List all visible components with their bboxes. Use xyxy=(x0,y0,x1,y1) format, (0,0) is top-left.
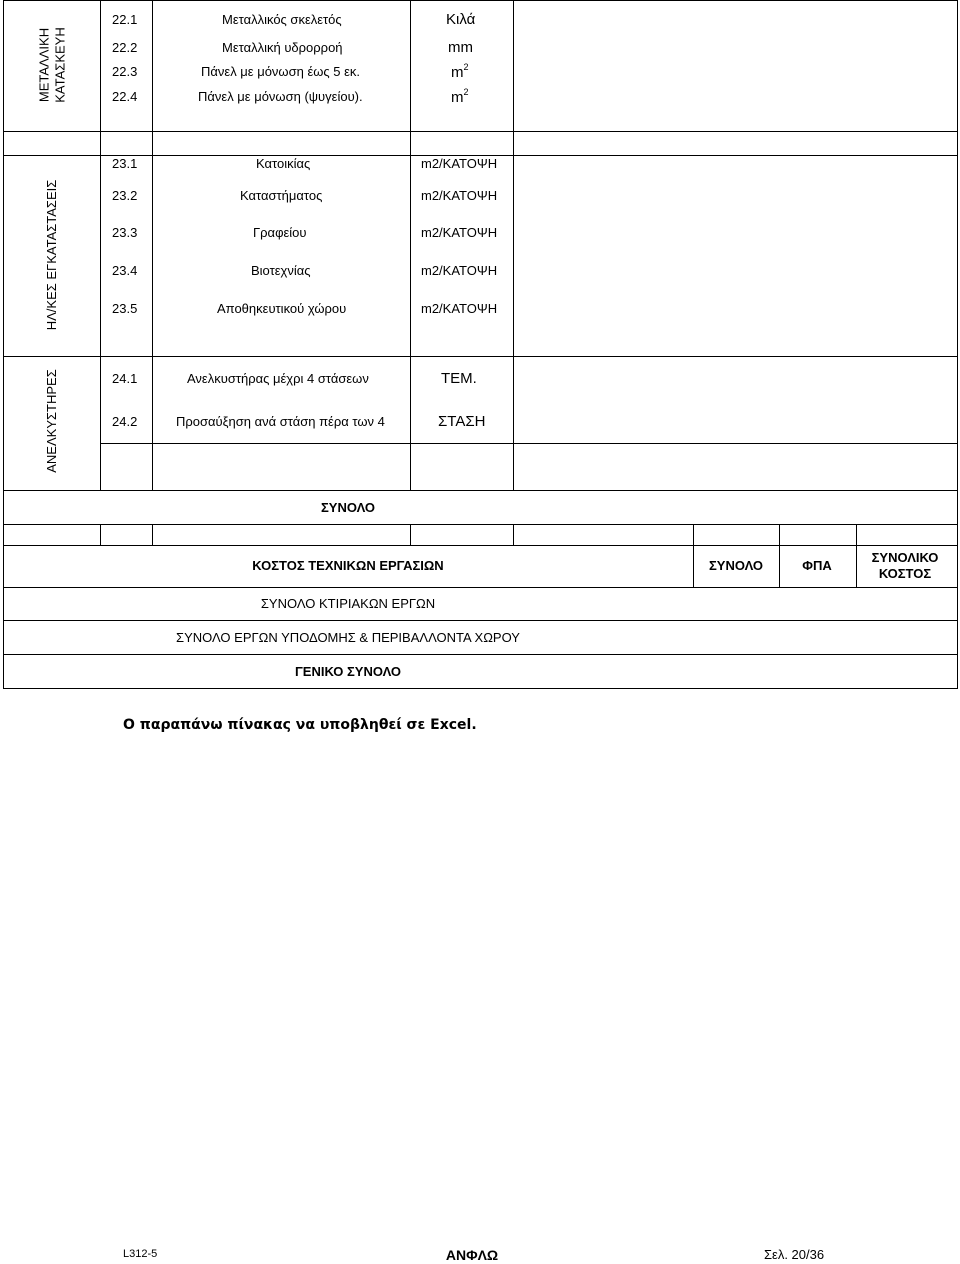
item-unit: m2/ΚΑΤΟΨΗ xyxy=(421,225,498,240)
item-code: 22.2 xyxy=(112,40,138,55)
item-unit: ΣΤΑΣΗ xyxy=(438,413,486,430)
total-label: ΣΥΝΟΛΟ xyxy=(320,500,376,515)
item-description: Κατοικίας xyxy=(256,156,311,171)
item-description: Ανελκυστήρας μέχρι 4 στάσεων xyxy=(187,371,369,386)
item-code: 22.3 xyxy=(112,64,138,79)
row-general-total: ΓΕΝΙΚΟ ΣΥΝΟΛΟ xyxy=(294,664,402,679)
row-buildings-total: ΣΥΝΟΛΟ ΚΤΙΡΙΑΚΩΝ ΕΡΓΩΝ xyxy=(260,596,436,611)
item-description: Μεταλλικός σκελετός xyxy=(222,12,342,27)
item-unit: $m^2$ xyxy=(451,62,469,81)
item-unit: ΤΕΜ. xyxy=(441,370,477,387)
section-label-electrical: ΗΛ/ΚΕΣ ΕΓΚΑΤΑΣΤΑΣΕΙΣ xyxy=(44,179,60,331)
item-unit: m2/ΚΑΤΟΨΗ xyxy=(421,156,498,171)
item-unit: m2/ΚΑΤΟΨΗ xyxy=(421,263,498,278)
page-number: Σελ. 20/36 xyxy=(764,1247,825,1262)
item-code: 24.2 xyxy=(112,414,138,429)
header-total: ΣΥΝΟΛΟ xyxy=(708,558,764,573)
section-label-metal: ΜΕΤΑΛΛΙΚΗ ΚΑΤΑΣΚΕΥΗ xyxy=(36,27,67,103)
item-code: 23.2 xyxy=(112,188,138,203)
item-unit: mm xyxy=(448,39,473,56)
item-description: Πάνελ με μόνωση (ψυγείου). xyxy=(198,89,363,104)
item-description: Βιοτεχνίας xyxy=(251,263,311,278)
item-description: Πάνελ με μόνωση έως 5 εκ. xyxy=(201,64,361,79)
footer-code: L312-5 xyxy=(123,1248,158,1260)
row-infrastructure-total: ΣΥΝΟΛΟ ΕΡΓΩΝ ΥΠΟΔΟΜΗΣ & ΠΕΡΙΒΑΛΛΟΝΤΑ ΧΩΡΟΥ xyxy=(176,630,520,645)
header-cost: ΚΟΣΤΟΣ ΤΕΧΝΙΚΩΝ ΕΡΓΑΣΙΩΝ xyxy=(252,558,444,573)
item-description: Μεταλλική υδρορροή xyxy=(222,40,343,55)
excel-note: Ο παραπάνω πίνακας να υποβληθεί σε Excel. xyxy=(123,717,477,733)
item-description: Αποθηκευτικού χώρου xyxy=(217,301,347,316)
item-unit: Κιλά xyxy=(446,11,476,28)
item-code: 22.1 xyxy=(112,12,138,27)
header-vat: ΦΠΑ xyxy=(802,558,832,573)
footer-org: ΑΝΦΛΩ xyxy=(445,1247,499,1263)
item-code: 23.5 xyxy=(112,301,138,316)
item-unit: m2/ΚΑΤΟΨΗ xyxy=(421,188,498,203)
item-code: 23.1 xyxy=(112,156,138,171)
item-code: 22.4 xyxy=(112,89,138,104)
item-description: Καταστήματος xyxy=(240,188,323,203)
item-description: Προσαύξηση ανά στάση πέρα των 4 xyxy=(176,414,385,429)
item-unit: $m^2$ xyxy=(451,87,469,106)
item-code: 24.1 xyxy=(112,371,138,386)
item-code: 23.4 xyxy=(112,263,138,278)
header-grand-total: ΣΥΝΟΛΙΚΟ ΚΟΣΤΟΣ xyxy=(871,550,939,581)
section-label-elevators: ΑΝΕΛΚΥΣΤΗΡΕΣ xyxy=(44,369,60,473)
item-description: Γραφείου xyxy=(253,225,307,240)
item-unit: m2/ΚΑΤΟΨΗ xyxy=(421,301,498,316)
item-code: 23.3 xyxy=(112,225,138,240)
